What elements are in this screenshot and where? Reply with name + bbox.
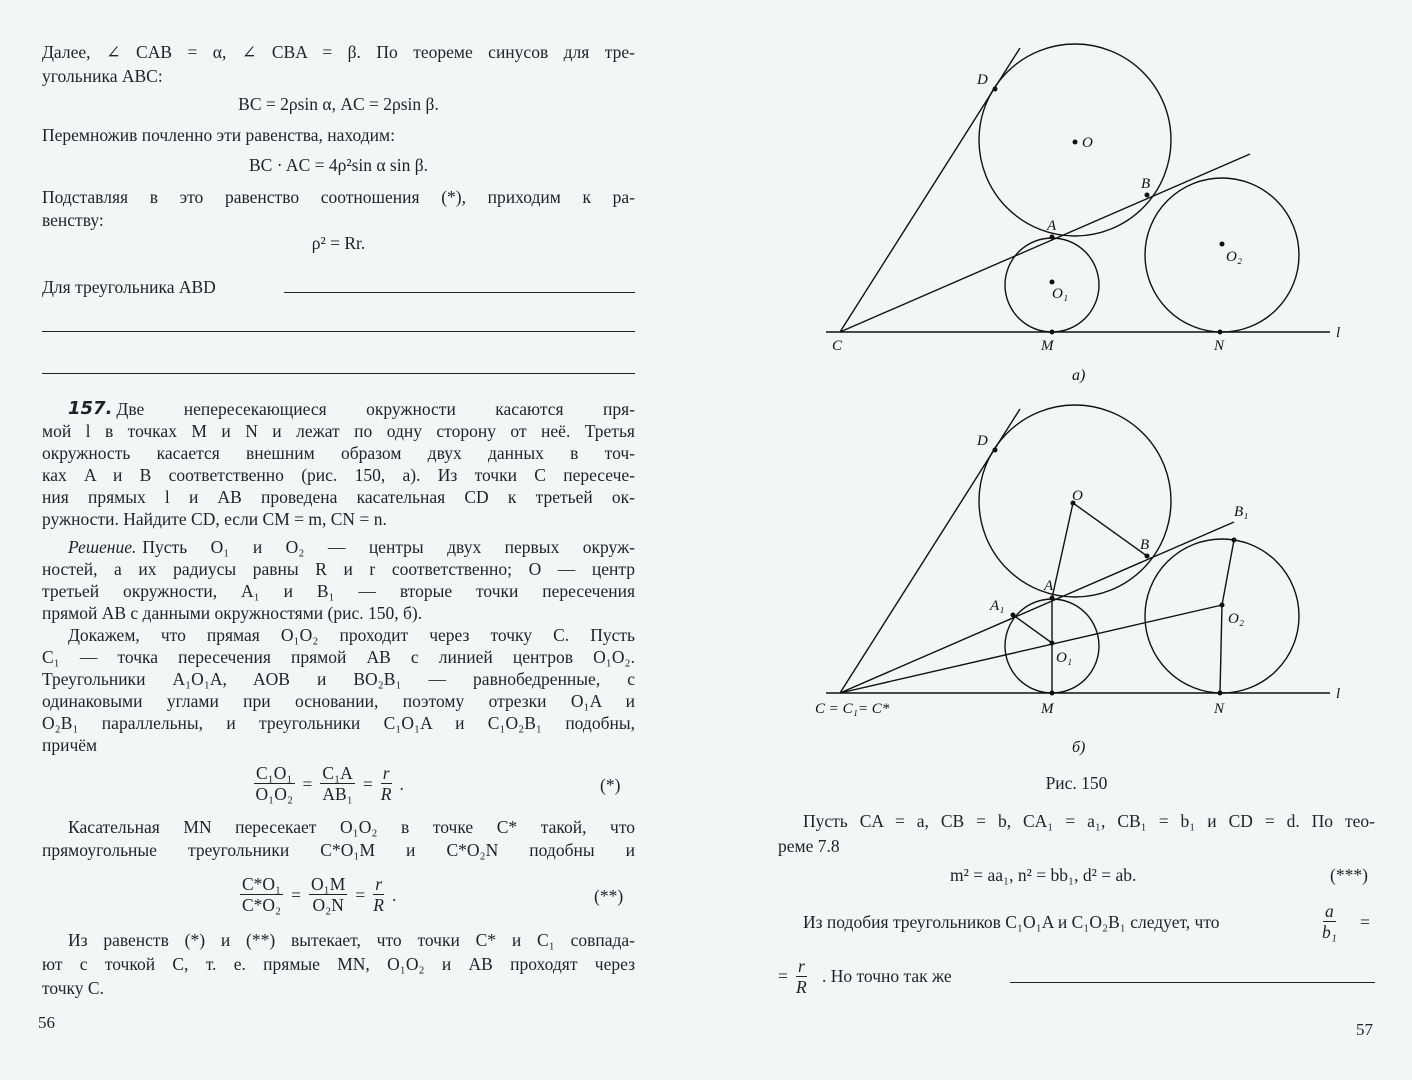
text-line: венству: (42, 210, 104, 230)
numerator: r (382, 763, 390, 783)
label-o2: O₂ (1228, 611, 1245, 627)
text-line: ружности. Найдите CD, если CM = m, CN = n. (42, 509, 387, 529)
text-line: Две непересекающиеся окружности касаются пря- (116, 399, 635, 419)
line-o1o2 (840, 605, 1222, 693)
denominator: O₁O₂ (255, 784, 293, 804)
label-o1: O₁ (1052, 286, 1069, 302)
label-d: D (977, 72, 988, 88)
text-line: прямоугольные треугольники C*O₁M и C*O₂N подобны и (42, 840, 635, 860)
label-b: B (1140, 537, 1150, 553)
text-line: ния прямых l и AB проведена касательная CD к третьей ок- (42, 487, 635, 507)
segment-a1o1 (1013, 615, 1052, 643)
figure-b-points (993, 448, 1237, 696)
equation: ρ² = Rr. (311, 233, 366, 253)
text-line: Далее, ∠ CAB = α, ∠ CBA = β. По теореме синусов для тре- (42, 42, 635, 62)
text-line: Пусть O₁ и O₂ — центры двух первых окруж- (142, 537, 635, 557)
label-b: B (1141, 176, 1151, 192)
segment-ob (1073, 503, 1150, 556)
equals-sign: = (355, 884, 366, 905)
equals-sign: = (302, 773, 313, 794)
equals-sign: = (362, 773, 373, 794)
figure-caption: Рис. 150 (1045, 773, 1108, 793)
equals-sign: = (1360, 912, 1370, 932)
label-o: O (1072, 488, 1083, 504)
text-line: . Но точно так же (822, 966, 952, 986)
text-line: реме 7.8 (778, 836, 840, 856)
fraction-a-b1 (1322, 901, 1337, 942)
label-c: C = C₁= C* (815, 701, 890, 717)
denominator: O₂N (312, 895, 344, 915)
line-ab (840, 522, 1234, 693)
equation-tag: (**) (594, 886, 624, 906)
numerator: a (1325, 901, 1334, 921)
numerator: C₁A (322, 763, 353, 783)
problem-number: 157. (68, 398, 113, 419)
circle-o2 (1145, 178, 1299, 332)
equation-tag: (***) (1330, 865, 1368, 885)
label-a: A (1044, 578, 1054, 594)
text-line: Из подобия треугольников C₁O₁A и C₁O₂B₁ следует, что (803, 912, 1220, 932)
circle-o1 (1005, 238, 1099, 332)
line-ab (840, 154, 1250, 332)
text-line: C₁ — точка пересечения прямой AB с линией центров O₁O₂. (42, 647, 635, 667)
numerator: r (798, 956, 805, 976)
text-line: угольника ABC: (42, 66, 163, 86)
label-o2: O₂ (1226, 249, 1243, 265)
numerator: C₁O₁ (256, 763, 293, 783)
text-line: Касательная MN пересекает O₁O₂ в точке C* такой, что (68, 817, 635, 837)
caption-a: а) (1072, 367, 1086, 384)
page-number: 56 (38, 1013, 55, 1032)
period: . (392, 884, 397, 905)
text-line: одинаковыми углами при основании, поэтому отрезки O₁A и (42, 691, 635, 711)
label-n: N (1214, 701, 1225, 717)
solution-label: Решение. (68, 537, 137, 557)
label-o1: O₁ (1056, 650, 1073, 666)
label-a: A (1047, 218, 1057, 234)
segment-oa (1052, 503, 1073, 598)
text-line: третьей окружности, A₁ и B₁ — вторые точки пересечения (42, 581, 635, 601)
segment-o2n (1220, 605, 1222, 693)
denominator: b₁ (1322, 922, 1337, 942)
label-a1: A₁ (990, 598, 1005, 614)
caption-b: б) (1072, 739, 1086, 756)
text-line: Треугольники A₁O₁A, AOB и BO₂B₁ — равнобедренные, с (42, 669, 635, 689)
text-line: точку C. (42, 978, 104, 998)
text-line: ках A и B соответственно (рис. 150, а). Из точки C пересече- (42, 465, 635, 485)
text-line: прямой AB с данными окружностями (рис. 150, б). (42, 603, 423, 623)
text-line: ностей, а их радиусы равны R и r соответственно; O — центр (42, 559, 635, 579)
period: . (399, 773, 404, 794)
equals-sign: = (291, 884, 302, 905)
equation: m² = aa₁, n² = bb₁, d² = ab. (950, 865, 1137, 885)
label-b1: B₁ (1234, 504, 1249, 520)
label-l: l (1336, 686, 1341, 702)
text-line: окружность касается внешним образом двух данных в точ- (42, 443, 635, 463)
equation-tag: (*) (600, 775, 621, 795)
text-line: Докажем, что прямая O₁O₂ проходит через точку C. Пусть (68, 625, 635, 645)
answer-line[interactable] (1010, 982, 1375, 983)
text-line: Для треугольника ABD (42, 277, 216, 297)
label-o: O (1082, 135, 1093, 151)
figure-a (826, 44, 1330, 332)
text-line: мой l в точках M и N и лежат по одну сторону от неё. Третья (42, 421, 635, 441)
figure-a-points (993, 87, 1225, 335)
text-line: Из равенств (*) и (**) вытекает, что точки C* и C₁ совпада- (68, 930, 635, 950)
denominator: C*O₂ (242, 895, 282, 915)
text-line: ют с точкой C, т. е. прямые MN, O₁O₂ и AB проходят через (42, 954, 635, 974)
label-n: N (1214, 338, 1225, 354)
text-line: Подставляя в это равенство соотношения (*), приходим к ра- (42, 187, 635, 207)
label-m: M (1041, 338, 1054, 354)
numerator: O₁M (311, 874, 346, 894)
label-m: M (1041, 701, 1054, 717)
label-l: l (1336, 325, 1341, 341)
text-line: Пусть CA = a, CB = b, CA₁ = a₁, CB₁ = b₁ и CD = d. По тео- (803, 811, 1375, 831)
denominator: AB₁ (322, 784, 353, 804)
denominator: R (380, 784, 392, 804)
equation: BC = 2ρsin α, AC = 2ρsin β. (238, 94, 439, 114)
equation: BC · AC = 4ρ²sin α sin β. (248, 155, 429, 175)
denominator: R (373, 895, 384, 915)
text-line: Перемножив почленно эти равенства, находим: (42, 125, 395, 145)
denominator: R (796, 977, 807, 997)
page-number: 57 (1356, 1020, 1373, 1039)
label-c: C (832, 338, 843, 354)
text-line: O₂B₁ параллельны, и треугольники C₁O₁A и C₁O₂B₁ подобны, (42, 713, 635, 733)
figure-b (826, 405, 1330, 693)
equals-sign: = (778, 966, 788, 986)
segment-o2b1 (1222, 540, 1234, 605)
fraction-r-R (796, 956, 807, 997)
text-line: причём (42, 735, 98, 755)
numerator: r (375, 874, 383, 894)
label-d: D (977, 433, 988, 449)
numerator: C*O₁ (242, 874, 282, 894)
